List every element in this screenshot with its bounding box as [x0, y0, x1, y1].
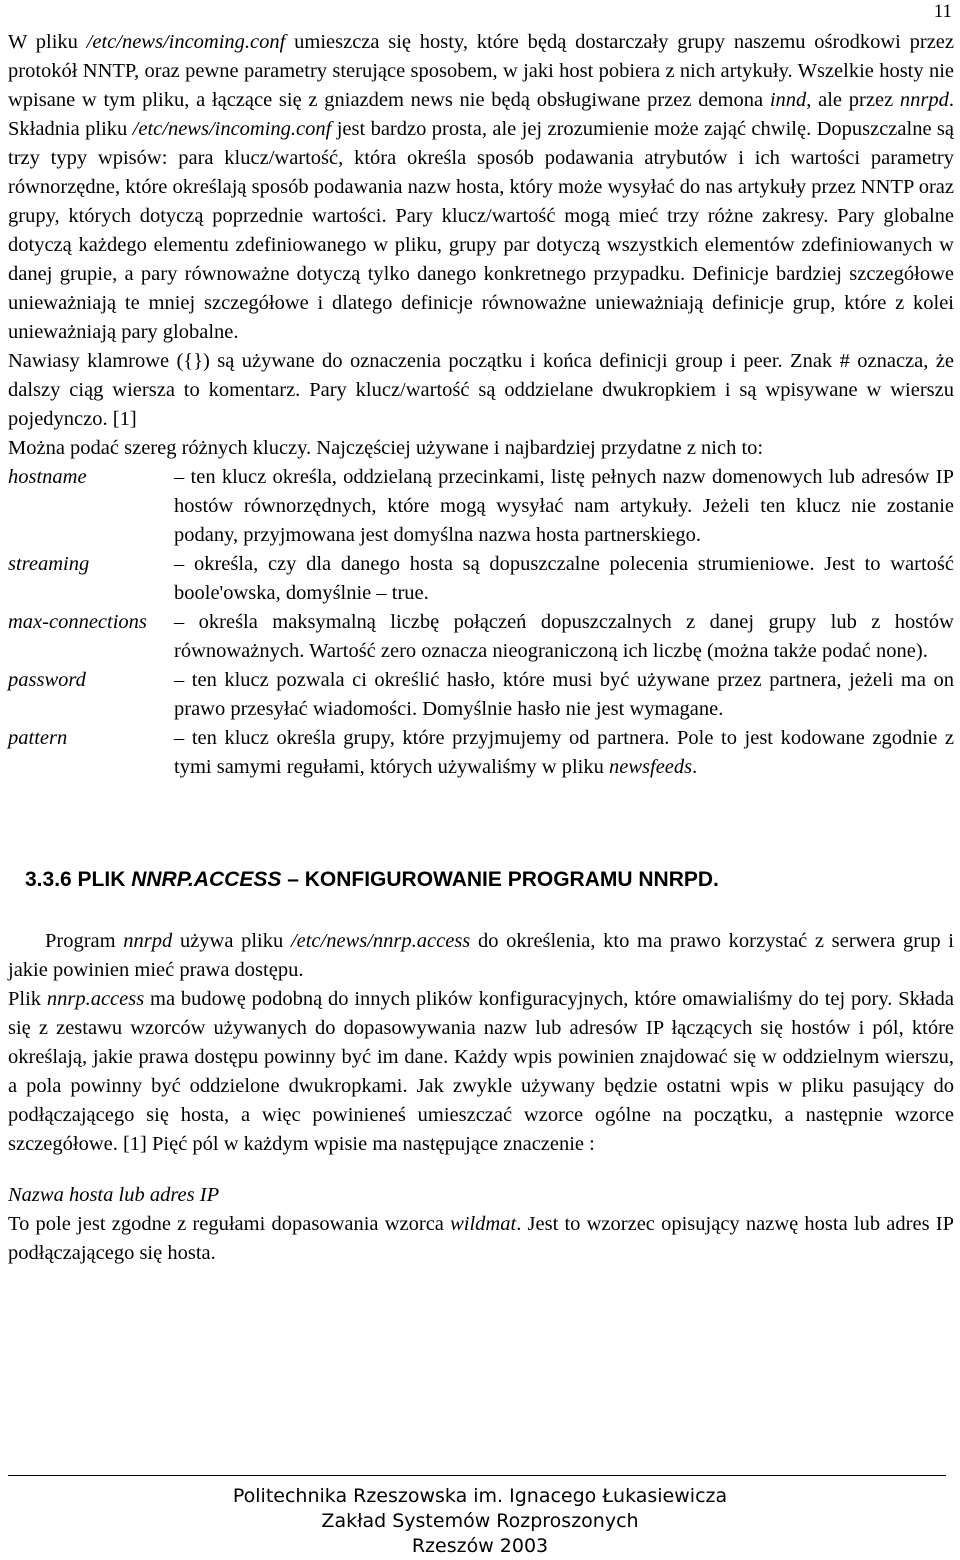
nnrpd-paragraph [8, 927, 954, 985]
footer-place-year: Rzeszów 2003 [411, 1535, 549, 1557]
text-run: używa pliku [172, 930, 291, 952]
definition-term: pattern [8, 727, 68, 749]
nnrp-access-paragraph [8, 985, 954, 1159]
page-footer [0, 1484, 960, 1559]
keys-intro-paragraph: Można podać szereg różnych kluczy. Najczęściej używane i najbardziej przydatne z nich to: [8, 437, 764, 459]
definition-term: hostname [8, 466, 87, 488]
definition-description: – określa maksymalną liczbę połączeń dopuszczalnych z danej grupy lub z hostów równoważnych. Wartość zero oznacza nieograniczoną ich liczbę (można także podać none). [174, 611, 954, 662]
braces-paragraph: Nawiasy klamrowe ({}) są używane do oznaczenia początku i końca definicji group i peer. Znak # oznacza, że dalszy ciąg wiersza to komentarz. Pary klucz/wartość są oddzielane dwukropkiem i są wpisywane w wierszu pojedynczo. [1] [8, 350, 954, 430]
text-run: W pliku [8, 31, 87, 53]
file-name: newsfeeds [609, 756, 693, 778]
footer-divider [8, 1475, 946, 1476]
definition-pattern [8, 724, 954, 782]
file-path: /etc/news/nnrp.access [290, 930, 471, 952]
definition-term: password [8, 669, 86, 691]
page-number: 11 [933, 1, 952, 22]
text-run: ma budowę podobną do innych plików konfiguracyjnych, które omawialiśmy do tej pory. Składa się z zestawu wzorców używanych do dopasowywania nazw lub adresów IP łączących się hostów i pól, które określają, jakie prawa dostępu powinny być im dane. Każdy wpis powinien znajdować się w oddzielnym wierszu, a pola powinny być oddzielone dwukropkami. Jak zwykle używany będzie ostatni wpis w pliku pasujący do podłączającego się hosta, a więc powinieneś umieszczać wzorce ogólne na początku, a następnie wzorce szczegółowe. [1] Pięć pól w każdym wpisie ma następujące znaczenie : [8, 988, 954, 1155]
text-run: – KONFIGUROWANIE PROGRAMU NNRPD. [281, 868, 719, 891]
text-run: jest bardzo prosta, ale jej zrozumienie może zająć chwilę. Dopuszczalne są trzy typy wpisów: para klucz/wartość, która określa sposób podawania atrybutów i ich wartości parametry równorzędne, które określają sposób podawania nazw hosta, który może wysyłać do nas artykuły przez NNTP oraz grupy, których dotyczą poprzednie wartości. Pary klucz/wartość mogą mieć trzy różne zakresy. Pary globalne dotyczą każdego elementu zdefiniowanego w pliku, grupy par dotyczą wszystkich elementów zdefiniowanych w danej grupie, a pary równoważne dotyczą tylko danego konkretnego przypadku. Definicje bardziej szczegółowe unieważniają te mniej szczegółowe i dlatego definicje równoważne unieważniają definicje grup, które z kolei unieważniają pary globalne. [8, 118, 954, 343]
footer-department: Zakład Systemów Rozproszonych [321, 1510, 639, 1532]
definition-hostname [8, 463, 954, 550]
text-run: umieszcza się hosty, które będą dostarczały grupy naszemu ośrodkowi przez protokół NNTP, oraz pewne parametry sterujące sposobem, w jaki host pobiera z nich artykuły. Wszelkie hosty nie wpisane w tym pliku, a łączące się z gniazdem news nie będą obsługiwane przez demona [8, 31, 954, 111]
page-content [8, 28, 954, 1268]
definition-term: max-connections [8, 611, 147, 633]
definition-list [8, 463, 954, 782]
text-run: . Składnia pliku [8, 89, 954, 140]
definition-description [174, 724, 954, 782]
definition-description: – określa, czy dla danego hosta są dopuszczalne polecenia strumieniowe. Jest to wartość boole'owska, domyślnie – true. [174, 553, 954, 604]
definition-password [8, 666, 954, 724]
text-run: do określenia, kto ma prawo korzystać z serwera grup i jakie powinien mieć prawa dostępu. [8, 930, 954, 981]
definition-description: – ten klucz określa, oddzielaną przecinkami, listę pełnych nazw domenowych lub adresów IP hostów równorzędnych, które mogą wysyłać nam artykuły. Jeżeli ten klucz nie zostanie podany, przyjmowana jest domyślna nazwa hosta partnerskiego. [174, 466, 954, 546]
term-name: wildmat [450, 1213, 517, 1235]
file-name: nnrp.access [46, 988, 145, 1010]
subheading: Nazwa hosta lub adres IP [8, 1184, 220, 1206]
definition-streaming [8, 550, 954, 608]
text-run: To pole jest zgodne z regułami dopasowania wzorca [8, 1213, 451, 1235]
definition-max-connections [8, 608, 954, 666]
text-run: – ten klucz określa grupy, które przyjmujemy od partnera. Pole to jest kodowane zgodnie z tymi samymi regułami, których używaliśmy w pliku [174, 727, 954, 778]
hostname-field-paragraph [8, 1210, 954, 1268]
text-run: Plik [8, 988, 47, 1010]
text-run: . Jest to wzorzec opisujący nazwę hosta lub adres IP podłączającego się hosta. [8, 1213, 954, 1264]
program-name: nnrpd [123, 930, 173, 952]
text-run: . [692, 756, 698, 778]
program-name: innd [769, 89, 807, 111]
text-run: , ale przez [806, 89, 900, 111]
intro-paragraph [8, 28, 954, 347]
file-path: /etc/news/incoming.conf [132, 118, 332, 140]
text-run: 3.3.6 PLIK [25, 868, 132, 891]
file-name: NNRP.ACCESS [131, 868, 282, 891]
section-heading [25, 866, 954, 894]
definition-term: streaming [8, 553, 90, 575]
text-run: Program [45, 930, 124, 952]
definition-description: – ten klucz pozwala ci określić hasło, które musi być używane przez partnera, jeżeli ma on prawo przesyłać wiadomości. Domyślnie hasło nie jest wymagane. [174, 669, 954, 720]
file-path: /etc/news/incoming.conf [86, 31, 286, 53]
program-name: nnrpd [899, 89, 949, 111]
footer-university: Politechnika Rzeszowska im. Ignacego Łukasiewicza [232, 1485, 728, 1507]
